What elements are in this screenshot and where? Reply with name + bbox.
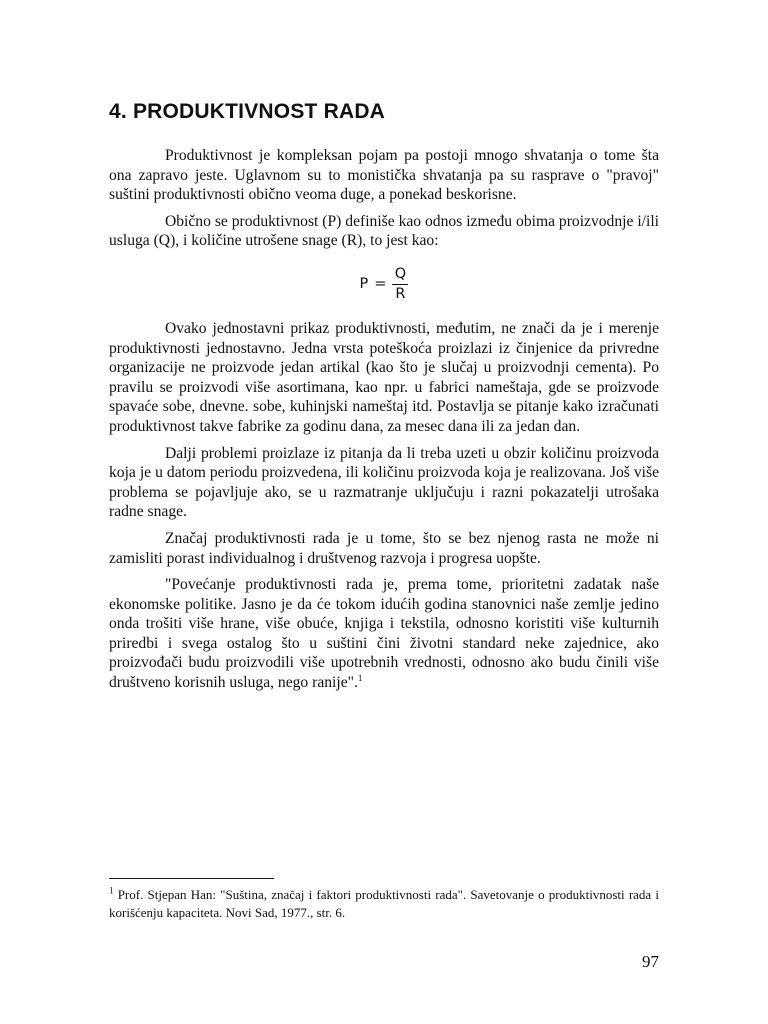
formula-numerator: Q xyxy=(394,266,407,283)
paragraph-1: Produktivnost je kompleksan pojam pa postoji mnogo shvatanja o tome šta ona zapravo jeste. Uglavnom su to monistička shvatanja pa su rasprave o "pravoj" suštini produktivnosti obično veoma duge, a ponekad beskorisne. xyxy=(109,147,659,204)
paragraph-2: Obično se produktivnost (P) definiše kao odnos između obima proizvodnje i/ili usluga (Q), i količine utrošene snage (R), to jest kao: xyxy=(109,212,659,250)
footnote-reference[interactable]: 1 xyxy=(357,672,363,683)
footnote-text: Prof. Stjepan Han: "Suština, značaj i faktori produktivnosti rada". Savetovanje o produktivnosti rada i korišćenju kapaciteta. Novi Sad, 1977., str. 6. xyxy=(109,887,660,920)
paragraph-4: Dalji problemi proizlaze iz pitanja da li treba uzeti u obzir količinu proizvoda koja je u datom periodu proizvedena, ili količinu proizvoda koja je realizovana. Još više problema se pojavljuje ako, se u razmatranje uključuju i razni pokazatelji utrošaka radne snage. xyxy=(109,444,659,521)
formula-denominator: R xyxy=(395,286,406,303)
paragraph-6-text: "Povećanje produktivnosti rada je, prema tome, prioritetni zadatak naše ekonomske politike. Jasno je da će tokom idućih godina stanovnici naše zemlje jedino onda trošiti više hrane, više obuće, knjiga i tekstila, odnosno koristiti više kulturnih priredbi i svega ostalog što u suštini čini životni standard neke zajednice, ako proizvođači budu proizvodili više upotrebnih vrednosti, odnosno ako budu činili više društveno korisnih usluga, nego ranije". xyxy=(109,576,659,692)
footnote-separator xyxy=(109,878,274,879)
document-page xyxy=(109,0,659,1024)
footnote xyxy=(109,886,659,922)
body-text xyxy=(109,146,659,700)
paragraph-6 xyxy=(109,575,659,693)
formula-equals: = xyxy=(374,276,387,293)
formula-fraction xyxy=(392,265,408,304)
chapter-title: 4. PRODUKTIVNOST RADA xyxy=(109,100,386,123)
formula-lhs: P xyxy=(359,276,369,293)
paragraph-5: Značaj produktivnosti rada je u tome, što se bez njenog rasta ne može ni zamisliti porast individualnog i društvenog razvoja i progresa uopšte. xyxy=(109,529,659,567)
productivity-formula xyxy=(109,263,659,307)
paragraph-3: Ovako jednostavni prikaz produktivnosti, međutim, ne znači da je i merenje produktivnosti jednostavno. Jedna vrsta poteškoća proizlazi iz činjenice da privredne organizacije ne proizvode jedan artikal (kao što je slučaj u proizvodnji cementa). Po pravilu se proizvodi više asortimana, kao npr. u fabrici nameštaja, gde se proizvode spavaće sobe, dnevne. sobe, kuhinjski nameštaj itd. Postavlja se pitanje kako izračunati produktivnost takve fabrike za godinu dana, za mesec dana ili za jedan dan. xyxy=(109,319,659,435)
footnote-marker: 1 xyxy=(109,885,114,896)
page-number: 97 xyxy=(642,952,659,971)
